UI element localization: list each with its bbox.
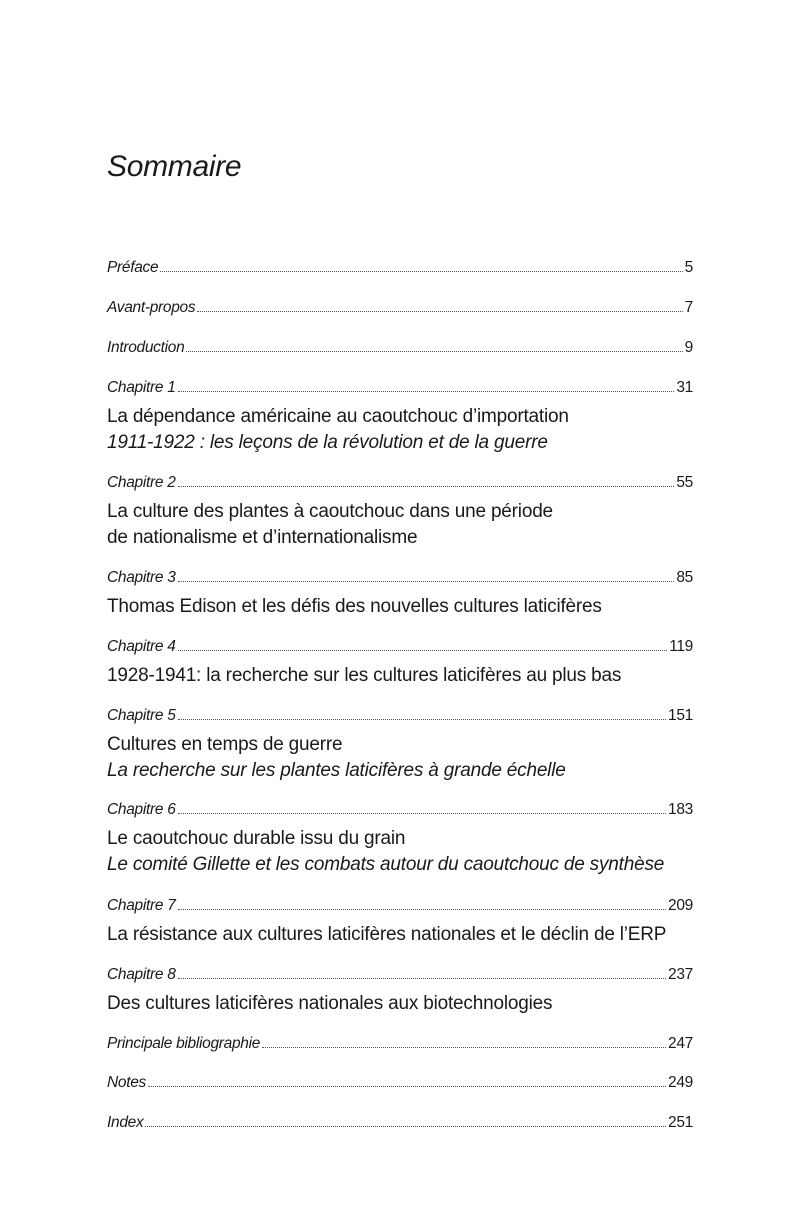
dot-leader [178,719,667,720]
toc-entry-label: Chapitre 5 [107,707,176,724]
toc-entry-chapitre-7 [107,897,693,919]
chapter-title: Thomas Edison et les défis des nouvelles cultures laticifères [107,596,602,617]
toc-entry-chapitre-8 [107,966,693,988]
toc-entry-introduction [107,339,693,361]
toc-entry-label: Principale bibliographie [107,1035,261,1052]
toc-entry-chapitre-6 [107,801,693,823]
toc-page-number: 251 [668,1114,693,1131]
toc-entry-label: Avant-propos [107,299,196,316]
toc-page-number: 183 [668,801,693,818]
toc-entry-label: Chapitre 6 [107,801,176,818]
dot-leader [160,271,682,272]
toc-entry-chapitre-5 [107,707,693,729]
toc-entry-label: Chapitre 3 [107,569,176,586]
toc-page-number: 55 [676,474,693,491]
toc-entry-bibliographie [107,1035,693,1057]
dot-leader [145,1126,666,1127]
chapter-subtitle: Le comité Gillette et les combats autour du caoutchouc de synthèse [107,854,665,875]
toc-page-number: 85 [676,569,693,586]
toc-entry-chapitre-4 [107,638,693,660]
dot-leader [148,1086,666,1087]
toc-entry-index [107,1114,693,1136]
chapter-5-subtitle [107,732,707,784]
dot-leader [262,1047,666,1048]
chapter-title: Le caoutchouc durable issu du grain [107,828,406,849]
toc-entry-chapitre-3 [107,569,693,591]
dot-leader [186,351,682,352]
toc-entry-label: Chapitre 1 [107,379,176,396]
dot-leader [178,813,667,814]
toc-entry-notes [107,1074,693,1096]
dot-leader [178,650,668,651]
dot-leader [178,978,667,979]
dot-leader [178,581,675,582]
chapter-title: La culture des plantes à caoutchouc dans une période [107,501,553,522]
toc-entry-label: Chapitre 2 [107,474,176,491]
dot-leader [178,391,675,392]
chapter-4-subtitle [107,663,707,689]
toc-entry-label: Chapitre 8 [107,966,176,983]
toc-page-number: 247 [668,1035,693,1052]
toc-entry-avant-propos [107,299,693,321]
chapter-2-subtitle [107,499,707,551]
toc-entry-label: Chapitre 4 [107,638,176,655]
chapter-subtitle: La recherche sur les plantes laticifères à grande échelle [107,760,566,781]
dot-leader [197,311,682,312]
toc-entry-preface [107,259,693,281]
chapter-title: La dépendance américaine au caoutchouc d’importation [107,406,569,427]
toc-entry-label: Chapitre 7 [107,897,176,914]
toc-page-number: 119 [669,638,693,655]
toc-entry-chapitre-1 [107,379,693,401]
dot-leader [178,486,675,487]
chapter-1-subtitle [107,404,707,456]
toc-entry-label: Index [107,1114,144,1131]
dot-leader [178,909,667,910]
toc-page-number: 151 [668,707,693,724]
chapter-7-subtitle [107,922,707,948]
chapter-title-continued: de nationalisme et d’internationalisme [107,527,418,548]
chapter-subtitle: 1911-1922 : les leçons de la révolution et de la guerre [107,432,548,453]
page-title: Sommaire [107,150,242,183]
chapter-title: Cultures en temps de guerre [107,734,343,755]
toc-page-number: 7 [684,299,693,316]
toc-page-number: 237 [668,966,693,983]
chapter-title: 1928-1941: la recherche sur les cultures laticifères au plus bas [107,665,622,686]
toc-entry-label: Introduction [107,339,185,356]
chapter-6-subtitle [107,826,707,878]
chapter-title: Des cultures laticifères nationales aux biotechnologies [107,993,553,1014]
toc-page-number: 5 [684,259,693,276]
chapter-title: La résistance aux cultures laticifères nationales et le déclin de l’ERP [107,924,667,945]
toc-page-number: 249 [668,1074,693,1091]
chapter-3-subtitle [107,594,707,620]
toc-entry-label: Notes [107,1074,146,1091]
toc-page-number: 31 [676,379,693,396]
toc-page-number: 9 [684,339,693,356]
chapter-8-subtitle [107,991,707,1017]
toc-page-number: 209 [668,897,693,914]
toc-entry-chapitre-2 [107,474,693,496]
toc-entry-label: Préface [107,259,159,276]
